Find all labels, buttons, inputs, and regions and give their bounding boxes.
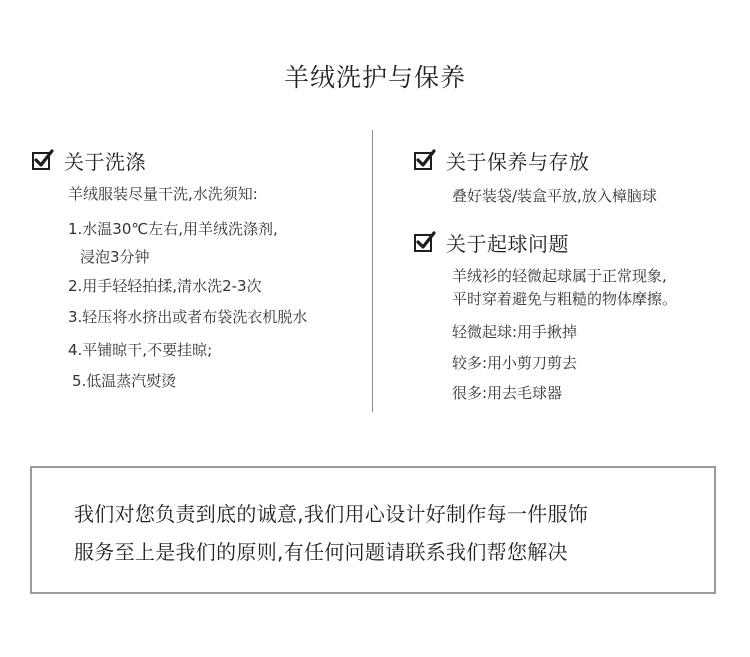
checkbox-checked-icon [414,149,436,171]
notice-line-1: 我们对您负责到底的诚意,我们用心设计好制作每一件服饰 [74,502,589,526]
washing-line-5: 5.低温蒸汽熨烫 [72,372,177,390]
storage-section [414,145,590,175]
page-title: 羊绒洗护与保养 [283,63,466,92]
pilling-heading [414,227,569,257]
checkbox-checked-icon [414,231,436,253]
pilling-line-1: 羊绒衫的轻微起球属于正常现象, [452,267,667,285]
notice-line-2: 服务至上是我们的原则,有任何问题请联系我们帮您解决 [74,540,568,564]
service-notice-box [30,466,716,594]
washing-heading-text: 关于洗涤 [64,149,146,174]
washing-line-2: 2.用手轻轻拍揉,清水洗2-3次 [68,277,262,295]
checkbox-checked-icon [32,149,54,171]
washing-line-1-cont: 浸泡3分钟 [80,248,150,266]
pilling-line-slight: 轻微起球:用手揪掉 [452,323,578,341]
storage-line: 叠好装袋/装盒平放,放入樟脑球 [452,187,657,205]
pilling-line-2: 平时穿着避免与粗糙的物体摩擦。 [452,290,678,308]
pilling-heading-text: 关于起球问题 [446,231,569,256]
washing-line-1: 1.水温30℃左右,用羊绒洗涤剂, [68,220,278,238]
storage-heading [414,145,590,175]
washing-section [32,145,146,175]
pilling-line-many: 很多:用去毛球器 [452,384,563,402]
washing-heading [32,145,146,175]
washing-line-4: 4.平铺晾干,不要挂晾; [68,341,213,359]
pilling-line-more: 较多:用小剪刀剪去 [452,354,578,372]
washing-line-intro: 羊绒服装尽量干洗,水洗须知: [68,185,258,203]
storage-heading-text: 关于保养与存放 [446,149,590,174]
washing-line-3: 3.轻压将水挤出或者布袋洗衣机脱水 [68,308,308,326]
column-divider [372,130,373,412]
pilling-section [414,227,569,257]
